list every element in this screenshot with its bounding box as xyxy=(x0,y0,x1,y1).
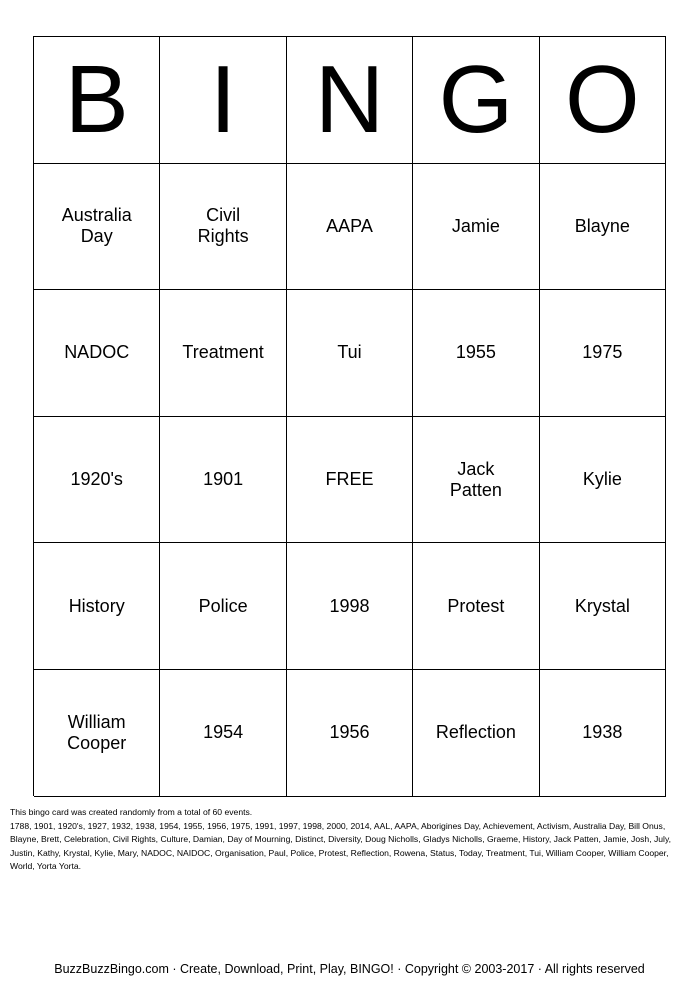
bingo-cell: Krystal xyxy=(540,543,666,670)
bingo-row-3 xyxy=(34,417,666,544)
footer-copyright: BuzzBuzzBingo.com · Create, Download, Print, Play, BINGO! · Copyright © 2003-2017 · All rights reserved xyxy=(54,962,645,976)
header-letter-i: I xyxy=(160,37,286,164)
header-letter-o: O xyxy=(540,37,666,164)
bingo-cell: Police xyxy=(160,543,286,670)
bingo-cell: NADOC xyxy=(34,290,160,417)
bingo-cell: Kylie xyxy=(540,417,666,544)
bingo-cell: Jamie xyxy=(413,164,539,291)
header-letter-b: B xyxy=(34,37,160,164)
bingo-cell: 1938 xyxy=(540,670,666,797)
bingo-cell: Australia Day xyxy=(34,164,160,291)
header-letter-g: G xyxy=(413,37,539,164)
header-letter-n: N xyxy=(287,37,413,164)
bingo-cell: 1901 xyxy=(160,417,286,544)
bingo-cell: Protest xyxy=(413,543,539,670)
event-list xyxy=(10,806,694,874)
bingo-cell: Jack Patten xyxy=(413,417,539,544)
bingo-cell: AAPA xyxy=(287,164,413,291)
bingo-cell: 1998 xyxy=(287,543,413,670)
bingo-cell: Treatment xyxy=(160,290,286,417)
bingo-cell: William Cooper xyxy=(34,670,160,797)
bingo-cell: Civil Rights xyxy=(160,164,286,291)
bingo-card xyxy=(33,36,666,796)
event-list-items: 1788, 1901, 1920's, 1927, 1932, 1938, 1954, 1955, 1956, 1975, 1991, 1997, 1998, 2000, 2014, AAL, AAPA, Aborigines Day, Achievement, Activism, Australia Day, Bill Onus, Blayne, Brett, Celebration, Civil Rights, Culture, Damian, Day of Mourning, Distinct, Diversity, Doug Nicholls, Gladys Nicholls, Graeme, History, Jack Patten, Jamie, Josh, July, Justin, Kathy, Krystal, Kylie, Mary, NADOC, NAIDOC, Organisation, Paul, Police, Protest, Reflection, Rowena, Status, Today, Treatment, Tui, William Cooper, William Cooper, World, Yorta Yorta. xyxy=(10,820,671,871)
bingo-row-1 xyxy=(34,164,666,291)
event-list-intro: This bingo card was created randomly from a total of 60 events. xyxy=(10,807,253,817)
free-space-cell: FREE xyxy=(287,417,413,544)
bingo-cell: 1975 xyxy=(540,290,666,417)
bingo-cell: Blayne xyxy=(540,164,666,291)
bingo-cell: Reflection xyxy=(413,670,539,797)
bingo-cell: History xyxy=(34,543,160,670)
bingo-cell: 1954 xyxy=(160,670,286,797)
bingo-cell: 1956 xyxy=(287,670,413,797)
bingo-row-2 xyxy=(34,290,666,417)
bingo-row-5 xyxy=(34,670,666,797)
bingo-header-row xyxy=(34,37,666,164)
bingo-row-4 xyxy=(34,543,666,670)
bingo-cell: 1920's xyxy=(34,417,160,544)
bingo-cell: Tui xyxy=(287,290,413,417)
bingo-cell: 1955 xyxy=(413,290,539,417)
